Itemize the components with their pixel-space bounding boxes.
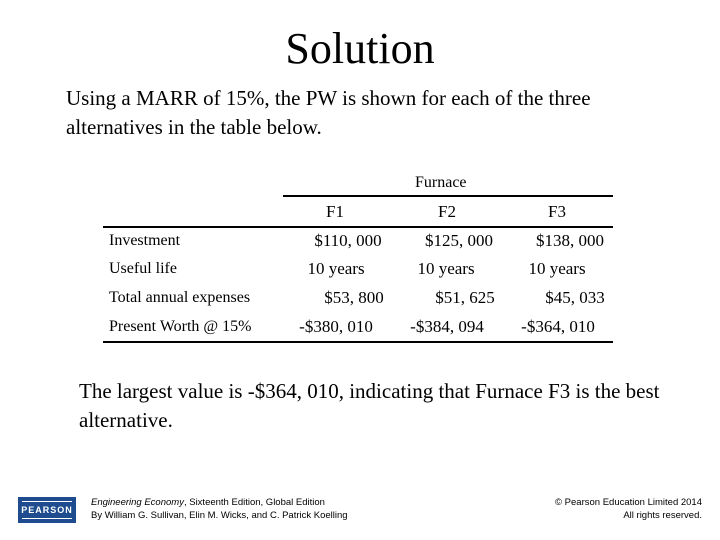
conclusion-text: The largest value is -$364, 010, indicating that Furnace F3 is the best alternative. <box>79 379 660 432</box>
table-cell: -$380, 010 <box>299 317 373 336</box>
pearson-logo <box>18 497 76 523</box>
footer-authors: By William G. Sullivan, Elin M. Wicks, and C. Patrick Koelling <box>91 510 348 521</box>
row-label-present-worth: Present Worth @ 15% <box>109 318 252 335</box>
column-header-f3: F3 <box>548 202 566 221</box>
row-label-useful-life: Useful life <box>109 260 177 277</box>
row-label-total-annual-expenses: Total annual expenses <box>109 289 251 306</box>
table-cell: $51, 625 <box>435 288 495 307</box>
table-cell: -$364, 010 <box>521 317 595 336</box>
table-rule-header <box>103 226 613 228</box>
rights-text: All rights reserved. <box>623 510 702 521</box>
table-cell: $53, 800 <box>324 288 384 307</box>
copyright-text: © Pearson Education Limited 2014 <box>555 497 702 508</box>
table-rule-bottom <box>103 341 613 343</box>
logo-text: PEARSON <box>21 505 73 515</box>
table-group-header: Furnace <box>415 174 467 191</box>
column-header-f2: F2 <box>438 202 456 221</box>
footer-copyright <box>442 496 702 522</box>
table-cell: -$384, 094 <box>410 317 484 336</box>
logo-rule-top <box>22 501 72 502</box>
logo-rule-bottom <box>22 518 72 519</box>
column-header-f1: F1 <box>326 202 344 221</box>
table-cell: 10 years <box>528 259 586 278</box>
book-title: Engineering Economy <box>91 497 184 508</box>
book-edition: , Sixteenth Edition, Global Edition <box>183 497 325 508</box>
slide-title: Solution <box>285 24 435 73</box>
table-cell: 10 years <box>417 259 475 278</box>
table-cell: $110, 000 <box>314 231 382 250</box>
row-label-investment: Investment <box>109 232 181 249</box>
table-cell: $125, 000 <box>425 231 493 250</box>
table-cell: $138, 000 <box>536 231 604 250</box>
table-cell: $45, 033 <box>545 288 605 307</box>
footer-book-line <box>91 496 421 509</box>
table-rule-top <box>283 195 613 197</box>
intro-text: Using a MARR of 15%, the PW is shown for each of the three alternatives in the table below. <box>66 86 591 139</box>
table-cell: 10 years <box>307 259 365 278</box>
footer-citation <box>91 496 421 522</box>
